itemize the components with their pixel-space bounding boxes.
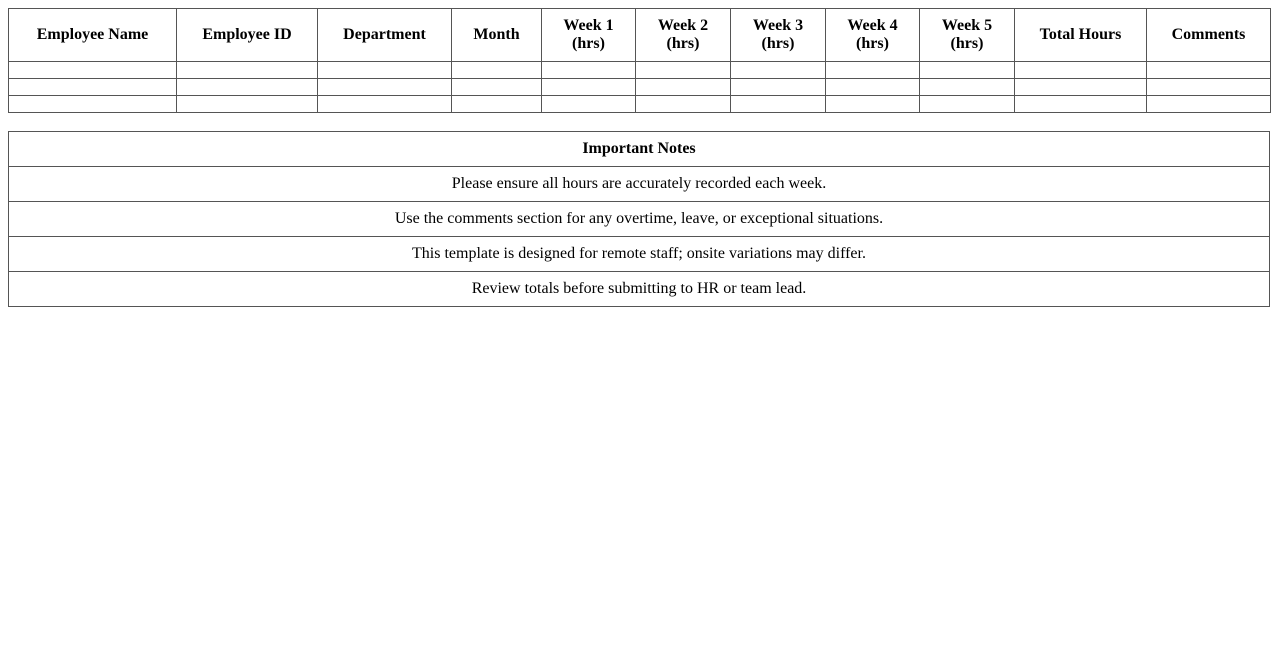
table-cell[interactable] bbox=[318, 79, 452, 96]
note-text: Use the comments section for any overtime, leave, or exceptional situations. bbox=[9, 202, 1270, 237]
table-cell[interactable] bbox=[920, 62, 1015, 79]
header-month: Month bbox=[452, 9, 542, 62]
table-cell[interactable] bbox=[177, 62, 318, 79]
table-cell[interactable] bbox=[542, 79, 636, 96]
table-cell[interactable] bbox=[731, 62, 826, 79]
header-week-1: Week 1 (hrs) bbox=[542, 9, 636, 62]
table-cell[interactable] bbox=[318, 62, 452, 79]
important-notes-table bbox=[8, 131, 1270, 307]
note-row bbox=[9, 237, 1270, 272]
header-week-3: Week 3 (hrs) bbox=[731, 9, 826, 62]
notes-title: Important Notes bbox=[9, 132, 1270, 167]
table-cell[interactable] bbox=[9, 62, 177, 79]
table-cell[interactable] bbox=[636, 79, 731, 96]
header-employee-name: Employee Name bbox=[9, 9, 177, 62]
timesheet-header-row bbox=[9, 9, 1271, 62]
table-cell[interactable] bbox=[318, 96, 452, 113]
table-cell[interactable] bbox=[9, 79, 177, 96]
table-cell[interactable] bbox=[452, 79, 542, 96]
note-row bbox=[9, 202, 1270, 237]
table-row bbox=[9, 62, 1271, 79]
table-cell[interactable] bbox=[826, 62, 920, 79]
header-week-5: Week 5 (hrs) bbox=[920, 9, 1015, 62]
table-cell[interactable] bbox=[636, 96, 731, 113]
table-cell[interactable] bbox=[1147, 62, 1271, 79]
note-text: Review totals before submitting to HR or team lead. bbox=[9, 272, 1270, 307]
table-cell[interactable] bbox=[920, 96, 1015, 113]
table-cell[interactable] bbox=[731, 79, 826, 96]
table-cell[interactable] bbox=[1015, 62, 1147, 79]
table-cell[interactable] bbox=[452, 96, 542, 113]
table-cell[interactable] bbox=[636, 62, 731, 79]
note-row bbox=[9, 167, 1270, 202]
note-row bbox=[9, 272, 1270, 307]
header-week-2: Week 2 (hrs) bbox=[636, 9, 731, 62]
table-cell[interactable] bbox=[177, 96, 318, 113]
header-week-4: Week 4 (hrs) bbox=[826, 9, 920, 62]
table-cell[interactable] bbox=[542, 96, 636, 113]
header-total-hours: Total Hours bbox=[1015, 9, 1147, 62]
notes-title-row bbox=[9, 132, 1270, 167]
table-cell[interactable] bbox=[826, 96, 920, 113]
note-text: Please ensure all hours are accurately recorded each week. bbox=[9, 167, 1270, 202]
table-cell[interactable] bbox=[9, 96, 177, 113]
timesheet-table bbox=[8, 8, 1271, 113]
table-cell[interactable] bbox=[1147, 96, 1271, 113]
table-cell[interactable] bbox=[542, 62, 636, 79]
table-cell[interactable] bbox=[826, 79, 920, 96]
page-content bbox=[8, 8, 1270, 307]
table-cell[interactable] bbox=[731, 96, 826, 113]
header-comments: Comments bbox=[1147, 9, 1271, 62]
table-row bbox=[9, 96, 1271, 113]
note-text: This template is designed for remote staff; onsite variations may differ. bbox=[9, 237, 1270, 272]
table-cell[interactable] bbox=[1015, 79, 1147, 96]
table-cell[interactable] bbox=[1147, 79, 1271, 96]
header-employee-id: Employee ID bbox=[177, 9, 318, 62]
table-row bbox=[9, 79, 1271, 96]
table-cell[interactable] bbox=[452, 62, 542, 79]
table-cell[interactable] bbox=[177, 79, 318, 96]
table-cell[interactable] bbox=[920, 79, 1015, 96]
table-cell[interactable] bbox=[1015, 96, 1147, 113]
header-department: Department bbox=[318, 9, 452, 62]
